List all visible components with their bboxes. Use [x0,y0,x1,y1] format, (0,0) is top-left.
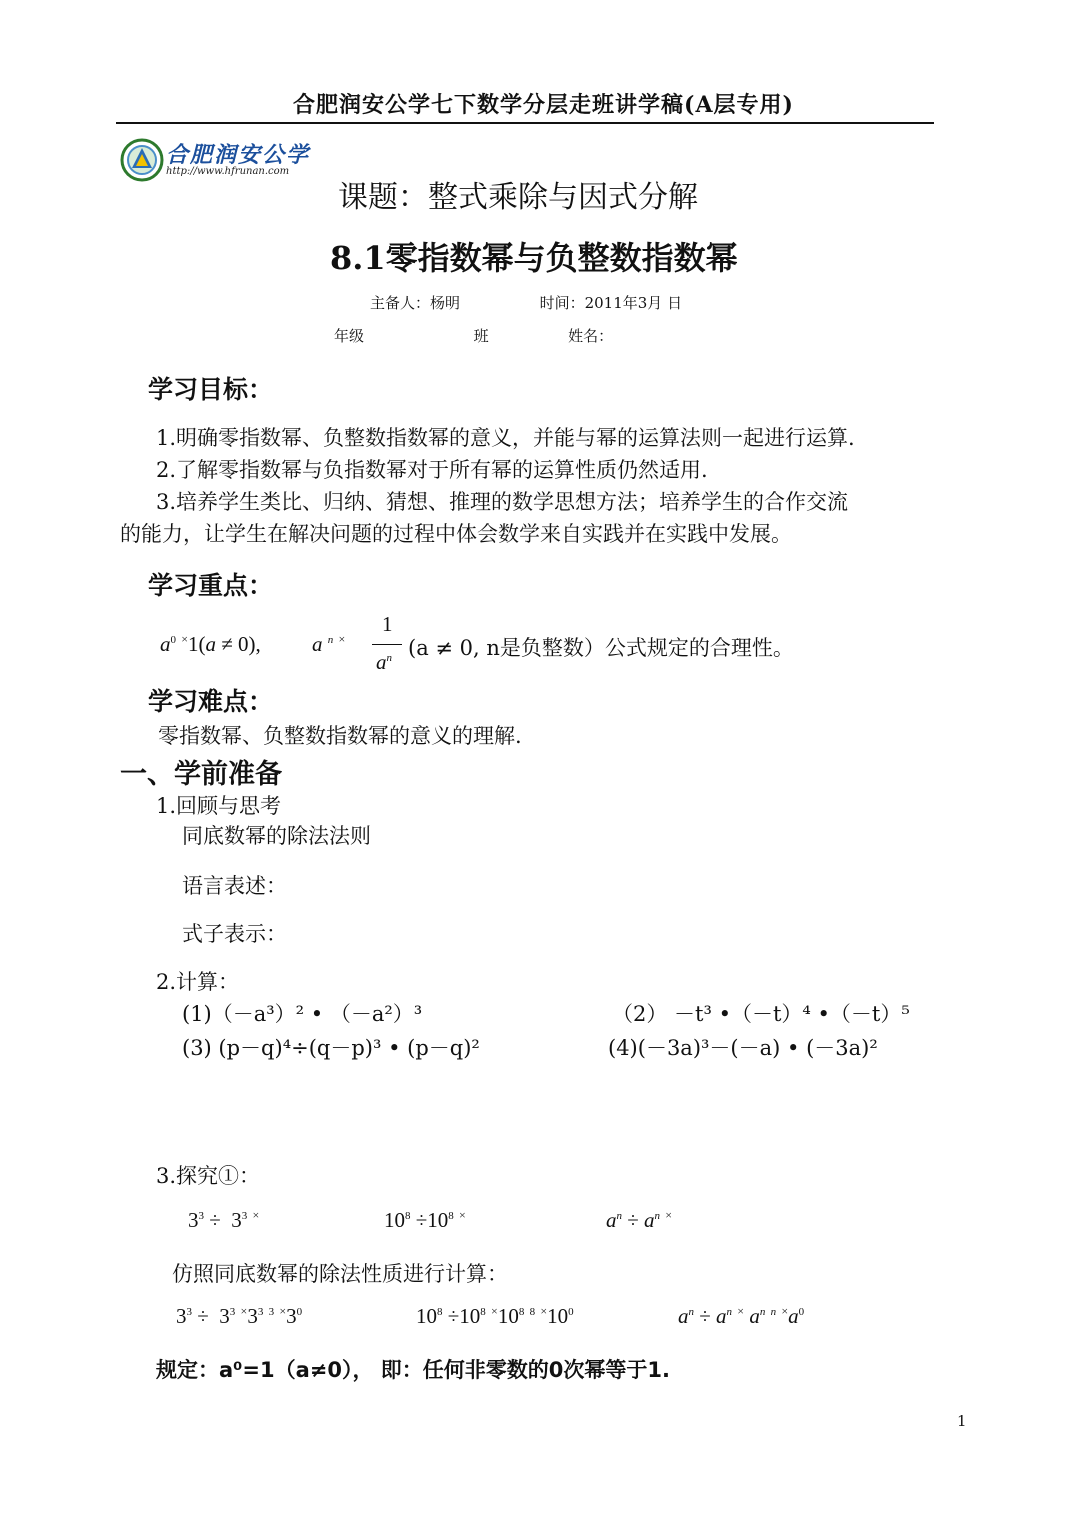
key-points-heading: 学习重点： [148,571,274,600]
derivation-3: $a^n \div a^n$ × $a^n$ $^n$ $^\times a^0$ [678,1304,805,1328]
explore-title: 3.探究①： [156,1164,261,1188]
language-label: 语言表述： [182,874,287,898]
difficulty-text: 零指数幂、负整数指数幂的意义的理解. [158,724,522,748]
explore-expr-2: $10^8 \div 10^8$ × [384,1208,466,1232]
explore-expr-1: $3^3 \div 3^3$ × [188,1208,260,1232]
imitate-text: 仿照同底数幂的除法性质进行计算： [172,1262,508,1286]
formula-label: 式子表示： [182,922,287,946]
derivation-1: $3^3 \div 3^3$ $^\times 3^3$ $^3$ $^\times 3^0$ [176,1304,303,1328]
page-number: 1 [957,1412,967,1430]
logo-name: 合肥润安公学 [166,142,311,168]
objective-3-cont: 的能力，让学生在解决问题的过程中体会数学来自实践并在实践中发展。 [120,522,792,546]
fraction-denominator: $a^n$ [376,650,392,674]
difficulty-heading: 学习难点： [148,687,274,716]
objectives-heading: 学习目标： [148,375,274,404]
explore-expr-3: $a^n \div a^n$ × [606,1208,673,1232]
section1-heading: 一、学前准备 [120,759,282,790]
school-logo [120,138,320,184]
objective-1: 1.明确零指数幂、负整数指数幂的意义，并能与幂的运算法则一起进行运算. [156,426,855,450]
grade-label: 年级 [334,327,365,345]
preparer: 主备人：杨明 [370,294,461,312]
header-rule [116,122,934,124]
logo-url: http://www.hfrunan.com [166,166,290,177]
calc-item-3: (3) (p－q)⁴÷(q－p)³ • (p－q)² [182,1036,480,1060]
calc-item-2: （2） －t³ •（－t）⁴ •（－t）⁵ [612,1002,910,1026]
header-title: 合肥润安公学七下数学分层走班讲学稿(A层专用) [293,92,794,118]
review-title: 1.回顾与思考 [156,794,282,818]
calc-item-1: (1)（－a³）² • （－a²）³ [182,1002,423,1026]
review-subtitle: 同底数幂的除法法则 [182,824,371,848]
calc-title: 2.计算： [156,970,240,994]
objective-2: 2.了解零指数幂与负指数幂对于所有幂的运算性质仍然适用. [156,458,708,482]
name-label: 姓名： [568,327,614,345]
fraction-numerator: 1 [382,612,393,636]
derivation-2: $10^8 \div 10^8$ $^\times 10^8$ $^8$ $^\times 10^0$ [416,1304,574,1328]
fraction-bar [372,644,402,645]
zero-exponent-formula: $a^0$ ×1(a ≠ 0), [160,632,261,656]
negative-exponent-formula: a $^n$ × [312,632,346,656]
meta-line-2 [334,325,613,346]
meta-line-1 [370,292,682,313]
objective-3: 3.培养学生类比、归纳、猜想、推理的数学思想方法；培养学生的合作交流 [156,490,849,514]
class-label: 班 [473,327,489,345]
lesson-title: 8.1零指数幂与负整数指数幂 [330,239,738,277]
course-title: 课题：整式乘除与因式分解 [338,180,698,215]
key-points-text: (a ≠ 0, n是负整数）公式规定的合理性。 [408,636,794,660]
calc-item-4: (4)(－3a)³－(－a) • (－3a)² [608,1036,878,1060]
date: 时间：2011年3月 日 [539,294,683,312]
school-emblem-icon [120,138,164,182]
rule-statement: 规定：a⁰=1（a≠0）， 即：任何非零数的0次幂等于1. [156,1358,670,1382]
